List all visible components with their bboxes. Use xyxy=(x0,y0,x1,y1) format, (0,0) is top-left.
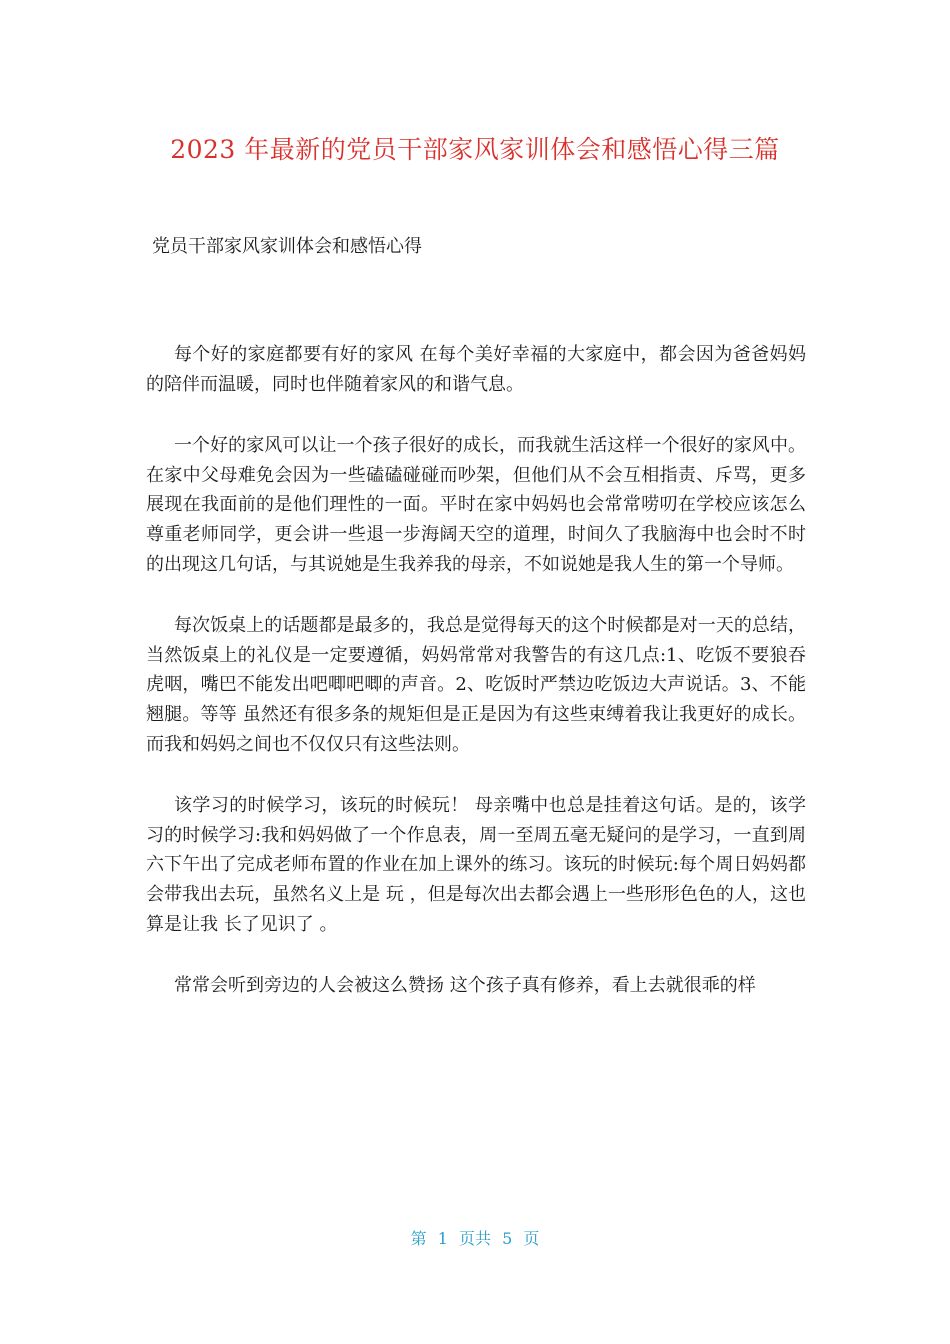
paragraph-1: 每个好的家庭都要有好的家风 在每个美好幸福的大家庭中，都会因为爸爸妈妈的陪伴而温暖，同时也伴随着家风的和谐气息。 xyxy=(146,344,806,395)
document-subtitle: 党员干部家风家训体会和感悟心得 xyxy=(152,236,422,257)
document-title: 2023 年最新的党员干部家风家训体会和感悟心得三篇 xyxy=(170,135,780,164)
paragraph-4: 该学习的时候学习，该玩的时候玩！ 母亲嘴中也总是挂着这句话。是的，该学习的时候学习:我和妈妈做了一个作息表，周一至周五毫无疑问的是学习，一直到周六下午出了完成老师布置的作业在加上课外的练习。该玩的时候玩:每个周日妈妈都会带我出去玩，虽然名义上是 玩 ，但是每次出去都会遇上一些形形色色的人，这也算是让我 长了见识了 。 xyxy=(146,795,806,935)
paragraph-5: 常常会听到旁边的人会被这么赞扬 这个孩子真有修养，看上去就很乖的样 xyxy=(174,975,756,997)
paragraph-3: 每次饭桌上的话题都是最多的，我总是觉得每天的这个时候都是对一天的总结，当然饭桌上的礼仪是一定要遵循，妈妈常常对我警告的有这几点:1、吃饭不要狼吞虎咽，嘴巴不能发出吧唧吧唧的声音。2、吃饭时严禁边吃饭边大声说话。3、不能翘腿。等等 虽然还有很多条的规矩但是正是因为有这些束缚着我让我更好的成长。而我和妈妈之间也不仅仅只有这些法则。 xyxy=(146,615,806,755)
document-body xyxy=(146,340,806,1033)
page-number-footer: 第 1 页共 5 页 xyxy=(410,1229,540,1248)
paragraph-2: 一个好的家风可以让一个孩子很好的成长，而我就生活这样一个很好的家风中。在家中父母难免会因为一些磕磕碰碰而吵架，但他们从不会互相指责、斥骂，更多展现在我面前的是他们理性的一面。平时在家中妈妈也会常常唠叨在学校应该怎么尊重老师同学，更会讲一些退一步海阔天空的道理，时间久了我脑海中也会时不时的出现这几句话，与其说她是生我养我的母亲，不如说她是我人生的第一个导师。 xyxy=(146,435,806,575)
